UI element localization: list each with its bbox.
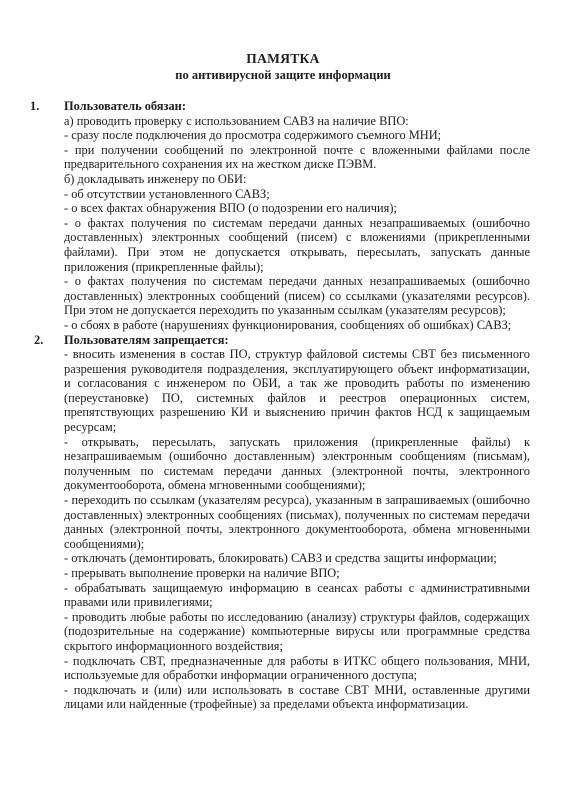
section-1-heading [30,99,530,114]
section-1-line: - о фактах получения по системам передачи данных незапрашиваемых (ошибочно доставленных) электронных сообщений (писем) с вложениями (прикрепленными файлами). При этом не допускается открывать, пересылать, запускать данные приложения (прикрепленные файлы); [64,215,530,274]
section-2-heading [30,333,530,348]
document-body [30,99,530,712]
section-2-line: - подключать и (или) или использовать в составе СВТ МНИ, оставленные другими лицами или найденные (трофейные) за пределами объекта информатизации. [64,682,530,712]
section-1-line: - при получении сообщений по электронной почте с вложенными файлами после предварительного сохранения их на жестком диске ПЭВМ. [64,142,530,172]
section-1-line: - сразу после подключения до просмотра содержимого съемного МНИ; [64,128,442,143]
section-1-title: Пользователь обязан: [64,99,186,113]
section-2-line: - прерывать выполнение проверки на наличие ВПО; [64,566,340,580]
section-2-line: - проводить любые работы по исследованию (анализу) структуры файлов, содержащих (подозрительные на содержание) компьютерные вирусы или программные средства скрытого информационного воздействия; [64,609,530,653]
section-2-line: - обрабатывать защищаемую информацию в сеансах работы с административными правами или привилегиями; [64,580,530,610]
section-1-line: а) проводить проверку с использованием САВЗ на наличие ВПО: [64,113,409,128]
section-2-line: - переходить по ссылкам (указателям ресурса), указанным в запрашиваемых (ошибочно доставленных) электронных сообщениях (письмах), полученных по системам передачи данных (электронной почты, электронного документооборота, обмена мгновенными сообщениями); [64,493,530,551]
section-2-number: 2. [34,332,44,347]
section-2-line: - вносить изменения в состав ПО, структур файловой системы СВТ без письменного разрешения руководителя подразделения, эксплуатирующего объект информатизации, и согласования с инженером по ОБИ, а так же проводить работы по изменению (переустановке) ПО, системных файлов и реестров операционных систем, препятствующих разрешению КИ и выяснению причин фактов НСД к защищаемым ресурсам; [64,347,530,435]
section-2-line: - открывать, пересылать, запускать приложения (прикрепленные файлы) к незапрашиваемым (ошибочно доставленным) электронным сообщениям (письмам), полученным по системам передачи данных (электронной почты, электронного документооборота, обмена мгновенными сообщениями); [64,434,530,493]
document-title: ПАМЯТКА [246,51,320,66]
section-1-number: 1. [30,99,40,113]
section-2-line: - отключать (демонтировать, блокировать) САВЗ и средства защиты информации; [64,551,497,566]
section-2-line: - подключать СВТ, предназначенные для работы в ИТКС общего пользования, МНИ, используемые для обработки информации ограниченного доступа; [64,653,530,683]
section-1-line: - о фактах получения по системам передачи данных незапрашиваемых (ошибочно доставленных) электронных сообщений (писем) со ссылками (указателями ресурсов). При этом не допускается переходить по указанным ссылкам (указателям ресурсов); [64,274,530,318]
document-subtitle: по антивирусной защите информации [175,68,391,82]
section-1-line: - об отсутствии установленного САВЗ; [64,186,270,201]
section-1-line: б) докладывать инженеру по ОБИ: [64,171,247,186]
section-1-line: - о всех фактах обнаружения ВПО (о подозрении его наличия); [64,201,397,216]
section-2-title: Пользователям запрещается: [64,332,229,347]
section-1-line: - о сбоях в работе (нарушениях функционирования, сообщениях об ошибках) САВЗ; [64,317,512,332]
